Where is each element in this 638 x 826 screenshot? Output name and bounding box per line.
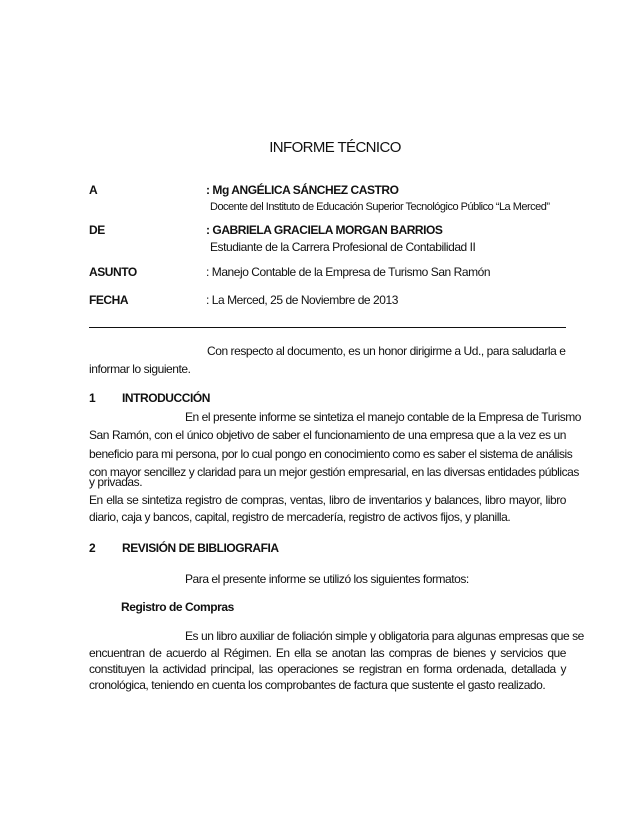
section2-subheading: Registro de Compras (121, 600, 234, 614)
value-a: : Mg ANGÉLICA SÁNCHEZ CASTRO (206, 183, 399, 197)
section1-line: con mayor sencillez y claridad para un mejor gestión empresarial, en las diversas entidades públicas (89, 465, 579, 479)
section1-heading: INTRODUCCIÓN (122, 391, 210, 405)
value-fecha: : La Merced, 25 de Noviembre de 2013 (206, 293, 398, 307)
intro-line: Con respecto al documento, es un honor dirigirme a Ud., para saludarla e (207, 344, 566, 358)
section2-line: Es un libro auxiliar de foliación simple y obligatoria para algunas empresas que se (185, 629, 584, 643)
label-asunto: ASUNTO (89, 265, 137, 279)
label-a: A (89, 183, 98, 197)
section2-intro: Para el presente informe se utilizó los siguientes formatos: (185, 572, 469, 586)
value-de: : GABRIELA GRACIELA MORGAN BARRIOS (206, 223, 443, 237)
section1-line: beneficio para mi persona, por lo cual pongo en conocimiento como es saber el sistema de análisis (89, 447, 573, 461)
label-fecha: FECHA (89, 293, 129, 307)
section2-line: encuentran de acuerdo al Régimen. En ella se anotan las compras de bienes y servicios que (89, 646, 566, 660)
section2-heading: REVISIÓN DE BIBLIOGRAFIA (122, 541, 279, 555)
section1-line: En el presente informe se sintetiza el manejo contable de la Empresa de Turismo (185, 410, 582, 424)
label-de: DE (89, 223, 105, 237)
section1-line: En ella se sintetiza registro de compras, ventas, libro de inventarios y balances, libro mayor, libro (89, 493, 566, 507)
divider (89, 327, 566, 328)
sub-de: Estudiante de la Carrera Profesional de Contabilidad II (210, 240, 476, 254)
section2-line: constituyen la actividad principal, las operaciones se registran en forma ordenada, detallada y (89, 662, 566, 676)
section1-number: 1 (89, 391, 96, 405)
value-asunto: : Manejo Contable de la Empresa de Turismo San Ramón (206, 265, 491, 279)
section2-line: cronológica, teniendo en cuenta los comprobantes de factura que sustente el gasto realizado. (89, 678, 546, 692)
sub-a: Docente del Instituto de Educación Superior Tecnológico Público “La Merced” (210, 201, 550, 213)
document-title: INFORME TÉCNICO (269, 139, 401, 156)
section1-line: San Ramón, con el único objetivo de saber el funcionamiento de una empresa que a la vez es un (89, 428, 566, 442)
section2-number: 2 (89, 541, 96, 555)
intro-line: informar lo siguiente. (89, 362, 191, 376)
section1-line: y privadas. (89, 475, 143, 489)
section1-line: diario, caja y bancos, capital, registro de mercadería, registro de activos fijos, y planilla. (89, 510, 511, 524)
